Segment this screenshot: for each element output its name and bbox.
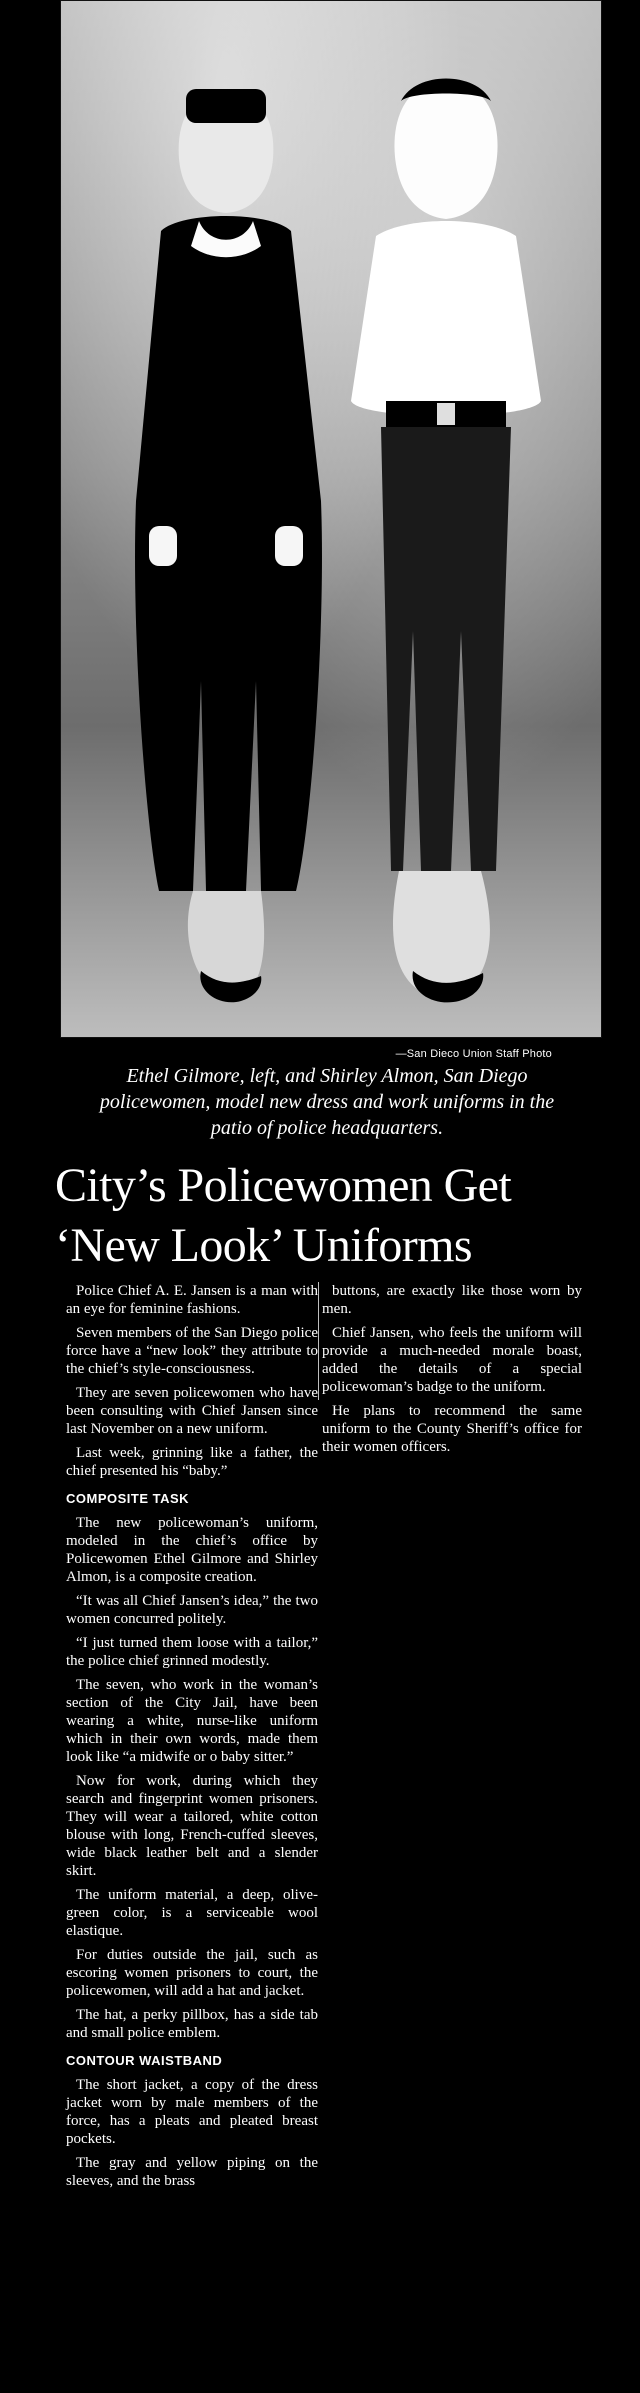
- headline-line-1: City’s Policewomen Get: [55, 1159, 512, 1212]
- subhead-contour-waistband: CONTOUR WAISTBAND: [66, 2053, 223, 2068]
- left-paragraph-7: “I just turned them loose with a tailor,” the police chief grinned modestly.: [66, 1635, 318, 1669]
- left-paragraph-9: Now for work, during which they search and fingerprint women prisoners. They will wear a tailored, white cotton blouse with long, French-cuffed sleeves, wide black leather belt and a slender skirt.: [66, 1773, 318, 1879]
- newspaper-photo: [60, 0, 602, 1038]
- left-paragraph-11: For duties outside the jail, such as escoring women prisoners to court, the policewomen, will add a hat and jacket.: [66, 1947, 318, 1999]
- left-paragraph-13: The short jacket, a copy of the dress jacket worn by male members of the force, has a pleats and pleated breast pockets.: [66, 2077, 318, 2147]
- article-right-column: [322, 1282, 582, 1462]
- left-paragraph-3: They are seven policewomen who have been consulting with Chief Jansen since last November on a new uniform.: [66, 1385, 318, 1437]
- left-paragraph-1: Police Chief A. E. Jansen is a man with an eye for feminine fashions.: [66, 1283, 318, 1317]
- subhead-composite-task: COMPOSITE TASK: [66, 1491, 190, 1506]
- article-headline: [55, 1156, 615, 1276]
- left-paragraph-5: The new policewoman’s uniform, modeled in the chief’s office by Policewomen Ethel Gilmore and Shirley Almon, is a composite creation.: [66, 1515, 318, 1585]
- left-paragraph-4: Last week, grinning like a father, the chief presented his “baby.”: [66, 1445, 318, 1479]
- left-paragraph-2: Seven members of the San Diego police force have a “new look” they attribute to the chief’s style-consciousness.: [66, 1325, 318, 1377]
- column-divider-rule: [318, 1282, 319, 1400]
- headline-line-2: ‘New Look’ Uniforms: [55, 1219, 472, 1272]
- article-left-column: [66, 1282, 318, 2196]
- right-paragraph-2: Chief Jansen, who feels the uniform will provide a much-needed morale boast, added the details of a special policewoman’s badge to the uniform.: [322, 1325, 582, 1395]
- right-paragraph-3: He plans to recommend the same uniform to the County Sheriff’s office for their women officers.: [322, 1403, 582, 1455]
- photo-credit-text: —San Dieco Union Staff Photo: [395, 1048, 552, 1060]
- left-paragraph-10: The uniform material, a deep, olive-green color, is a serviceable wool elastique.: [66, 1887, 318, 1939]
- left-paragraph-6: “It was all Chief Jansen’s idea,” the two women concurred politely.: [66, 1593, 318, 1627]
- left-paragraph-14: The gray and yellow piping on the sleeves, and the brass: [66, 2155, 318, 2189]
- policewoman-dress-uniform-figure: [101, 71, 351, 1011]
- left-paragraph-8: The seven, who work in the woman’s section of the City Jail, have been wearing a white, nurse-like uniform which in their own words, made them look like “a midwife or o baby sitter.”: [66, 1677, 318, 1765]
- left-paragraph-12: The hat, a perky pillbox, has a side tab and small police emblem.: [66, 2007, 318, 2041]
- photo-caption: Ethel Gilmore, left, and Shirley Almon, San Diego policewomen, model new dress and work uniforms in the patio of police headquarters.: [99, 1065, 555, 1139]
- right-paragraph-1: buttons, are exactly like those worn by men.: [322, 1283, 582, 1317]
- policewoman-work-uniform-figure: [321, 71, 571, 1011]
